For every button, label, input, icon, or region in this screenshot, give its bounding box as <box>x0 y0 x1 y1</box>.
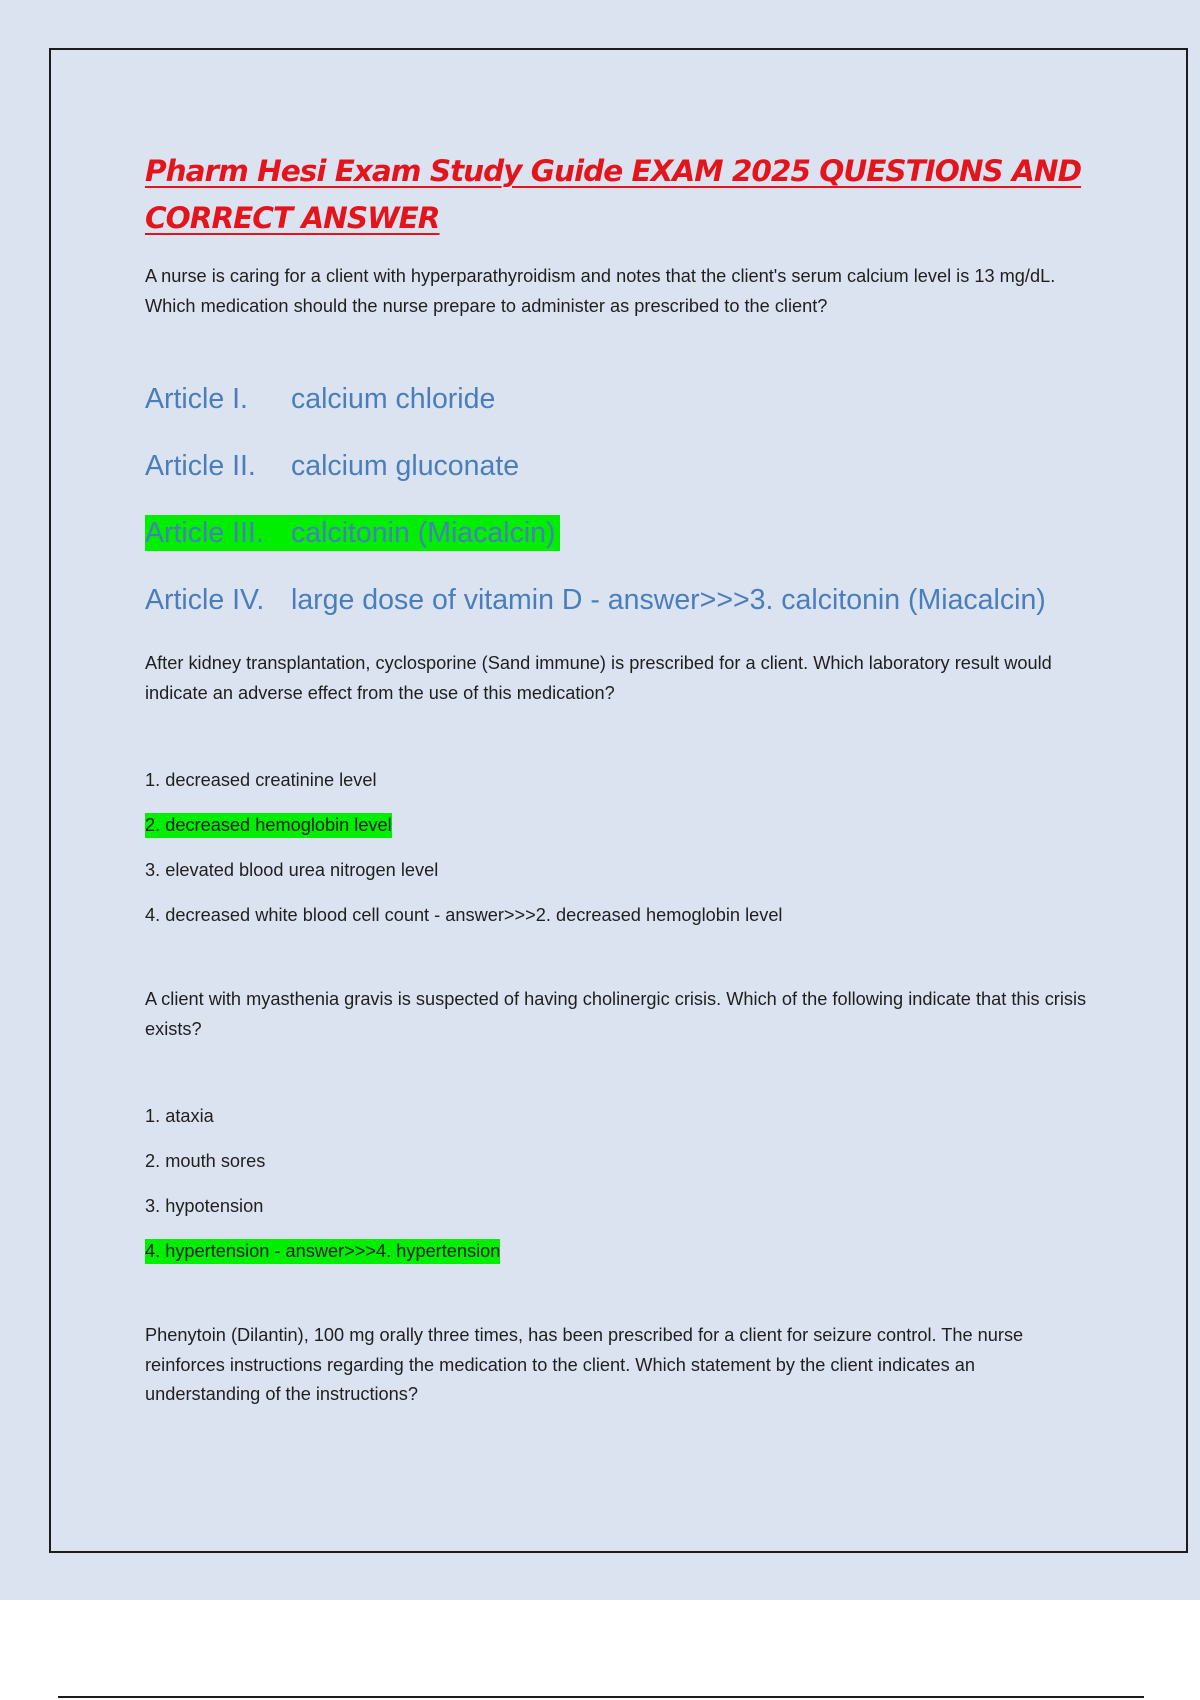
document-content <box>145 148 1095 1410</box>
option-item <box>145 1149 1095 1174</box>
document-title <box>145 148 1095 242</box>
article-number: Article III. <box>145 517 264 549</box>
question-4-text: Phenytoin (Dilantin), 100 mg orally three times, has been prescribed for a client for seizure control. The nurse reinforces instructions regarding the medication to the client. Which statement by the client indicates an understanding of the instructions? <box>145 1325 1024 1404</box>
option-text: 4. hypertension - answer>>>4. hypertension <box>145 1239 500 1264</box>
question-2-text: After kidney transplantation, cyclosporine (Sand immune) is prescribed for a client. Which laboratory result would indicate an adverse effect from the use of this medication? <box>145 653 1052 703</box>
option-item-highlighted <box>145 813 1095 838</box>
option-item <box>145 768 1095 793</box>
option-text: 3. elevated blood urea nitrogen level <box>145 860 439 880</box>
article-text: calcium chloride <box>291 383 496 415</box>
option-item <box>145 858 1095 883</box>
article-2 <box>145 448 1095 484</box>
option-text: 1. decreased creatinine level <box>145 770 377 790</box>
question-1-text: A nurse is caring for a client with hyperparathyroidism and notes that the client's serum calcium level is 13 mg/dL. Which medication should the nurse prepare to administer as prescribed to the client? <box>145 266 1056 316</box>
option-text: 2. decreased hemoglobin level <box>145 813 392 838</box>
option-text: 3. hypotension <box>145 1196 264 1216</box>
option-text: 1. ataxia <box>145 1106 214 1126</box>
article-text: large dose of vitamin D - answer>>>3. calcitonin (Miacalcin) <box>291 584 1046 616</box>
question-3-options <box>145 1104 1095 1264</box>
title-line-2: CORRECT ANSWER <box>145 201 440 235</box>
article-3-highlighted <box>145 515 560 551</box>
article-text: calcitonin (Miacalcin) <box>291 517 556 549</box>
option-text: 2. mouth sores <box>145 1151 266 1171</box>
question-2-options <box>145 768 1095 928</box>
option-text: 4. decreased white blood cell count - answer>>>2. decreased hemoglobin level <box>145 905 783 925</box>
article-3-wrapper <box>145 515 1095 551</box>
question-3-text: A client with myasthenia gravis is suspected of having cholinergic crisis. Which of the following indicate that this crisis exists? <box>145 989 1087 1039</box>
article-number: Article I. <box>145 383 248 415</box>
article-number: Article II. <box>145 450 256 482</box>
option-item <box>145 1104 1095 1129</box>
article-number: Article IV. <box>145 584 265 616</box>
title-line-1: Pharm Hesi Exam Study Guide EXAM 2025 QUESTIONS AND <box>145 154 1082 188</box>
option-item <box>145 1194 1095 1219</box>
article-text: calcium gluconate <box>291 450 520 482</box>
article-1 <box>145 381 1095 417</box>
question-1-articles <box>145 381 1095 618</box>
article-4 <box>145 582 1095 618</box>
footer-divider <box>58 1696 1144 1698</box>
option-item-highlighted <box>145 1239 1095 1264</box>
option-item <box>145 903 1095 928</box>
